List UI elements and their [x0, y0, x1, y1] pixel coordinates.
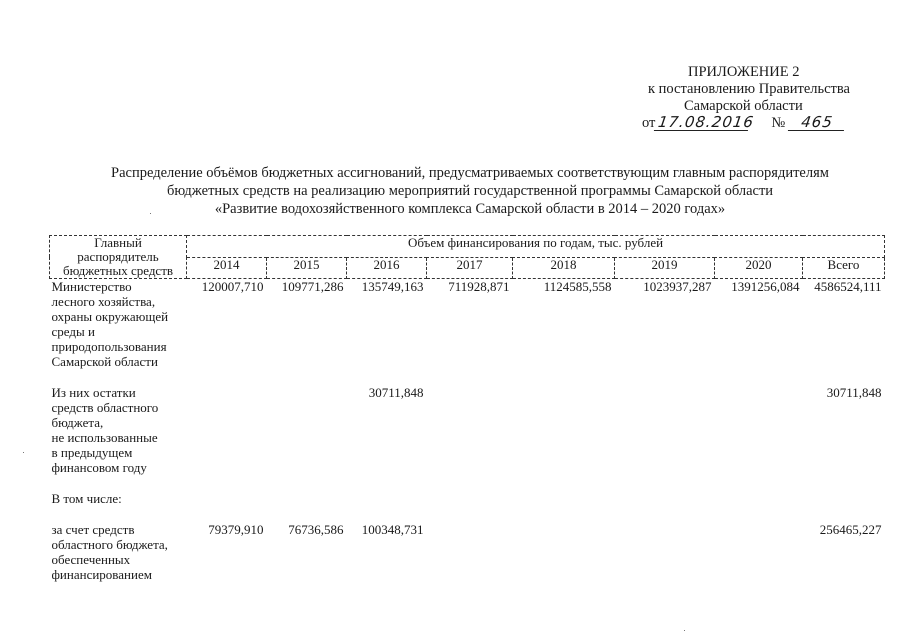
- header-year: 2020: [715, 257, 803, 279]
- appendix-region: Самарской области: [684, 98, 803, 114]
- table-row: [50, 491, 885, 506]
- row-label-line: бюджета,: [51, 415, 104, 430]
- value-cell: [513, 522, 615, 582]
- appendix-header: [560, 64, 890, 132]
- table-row: [50, 522, 885, 582]
- header-main-line-3: бюджетных средств: [62, 263, 174, 278]
- row-label-line: за счет средств: [51, 522, 135, 537]
- value-cell: 135749,163: [361, 279, 424, 294]
- value-cell: [347, 491, 427, 506]
- value-cell: [267, 491, 347, 506]
- row-label-line: в предыдущем: [51, 445, 133, 460]
- title-line-2: бюджетных средств на реализацию мероприятий государственной программы Самарской области: [166, 183, 774, 199]
- value-cell-total: [803, 491, 885, 506]
- value-cell: [513, 385, 615, 475]
- handwritten-number: 465: [788, 115, 846, 131]
- funding-table: [49, 235, 885, 582]
- value-cell: 1124585,558: [543, 279, 612, 294]
- header-year: 2015: [267, 257, 347, 279]
- value-cell-total: 256465,227: [819, 522, 882, 537]
- title-line-1: Распределение объёмов бюджетных ассигнований, предусматриваемых соответствующим главным распорядителям: [111, 165, 829, 181]
- value-cell-total: 4586524,111: [814, 279, 882, 294]
- handwritten-date: 17.08.2016: [654, 115, 750, 131]
- value-cell: [513, 491, 615, 506]
- from-label: от: [642, 115, 656, 131]
- value-cell: [615, 522, 715, 582]
- row-label-line: лесного хозяйства,: [51, 294, 156, 309]
- value-cell: [427, 522, 513, 582]
- row-label-line: природопользования: [51, 339, 167, 354]
- header-main-line-2: распорядитель: [77, 249, 159, 264]
- value-cell: [615, 491, 715, 506]
- value-cell: 79379,910: [208, 522, 264, 537]
- header-year: 2016: [347, 257, 427, 279]
- scan-speck: [23, 452, 24, 453]
- value-cell: 30711,848: [368, 385, 424, 400]
- value-cell: 1391256,084: [731, 279, 800, 294]
- value-cell: [715, 522, 803, 582]
- value-cell-total: 30711,848: [826, 385, 882, 400]
- appendix-ref-line: к постановлению Правительства: [648, 81, 850, 97]
- header-year: 2018: [513, 257, 615, 279]
- row-label-line: Из них остатки: [51, 385, 136, 400]
- value-cell: 711928,871: [448, 279, 510, 294]
- value-cell: [187, 491, 267, 506]
- row-label-line: охраны окружающей: [51, 309, 169, 324]
- row-label-line: средств областного: [51, 400, 159, 415]
- header-total: Всего: [803, 257, 885, 279]
- table-header-row: [50, 236, 885, 258]
- row-spacer: [50, 506, 885, 522]
- row-label-line: Самарской области: [51, 354, 158, 369]
- document-title: [60, 164, 880, 218]
- row-label: [50, 279, 187, 370]
- value-cell: 100348,731: [361, 522, 424, 537]
- value-cell: [715, 491, 803, 506]
- value-cell: [427, 385, 513, 475]
- value-cell: 76736,586: [288, 522, 344, 537]
- row-label: [50, 522, 187, 582]
- row-label-line: среды и: [51, 324, 95, 339]
- header-year: 2014: [187, 257, 267, 279]
- row-label-line: Министерство: [51, 279, 132, 294]
- header-funding-group: Объем финансирования по годам, тыс. рублей: [187, 236, 885, 258]
- scan-speck: [150, 213, 151, 214]
- header-main-distributor: [50, 236, 187, 279]
- row-label: [50, 385, 187, 475]
- value-cell: 1023937,287: [643, 279, 712, 294]
- row-label-line: обеспеченных: [51, 552, 131, 567]
- appendix-date-line: [560, 115, 890, 132]
- value-cell: [427, 491, 513, 506]
- row-spacer: [50, 369, 885, 385]
- row-label-line: В том числе:: [51, 491, 122, 506]
- value-cell: [267, 385, 347, 475]
- header-year: 2019: [615, 257, 715, 279]
- header-year: 2017: [427, 257, 513, 279]
- value-cell: [715, 385, 803, 475]
- row-label: [50, 491, 187, 506]
- title-line-3: «Развитие водохозяйственного комплекса Самарской области в 2014 – 2020 годах»: [214, 201, 726, 217]
- header-main-line-1: Главный: [94, 235, 142, 250]
- scan-speck: [684, 630, 685, 631]
- appendix-title: ПРИЛОЖЕНИЕ 2: [688, 64, 800, 80]
- value-cell: [187, 385, 267, 475]
- number-label: №: [771, 115, 786, 131]
- value-cell: 109771,286: [281, 279, 344, 294]
- table-row: [50, 385, 885, 475]
- row-spacer: [50, 475, 885, 491]
- row-label-line: областного бюджета,: [51, 537, 168, 552]
- row-label-line: финансовом году: [51, 460, 147, 475]
- row-label-line: финансированием: [51, 567, 152, 582]
- table-row: [50, 279, 885, 370]
- value-cell: [615, 385, 715, 475]
- value-cell: 120007,710: [201, 279, 264, 294]
- row-label-line: не использованные: [51, 430, 158, 445]
